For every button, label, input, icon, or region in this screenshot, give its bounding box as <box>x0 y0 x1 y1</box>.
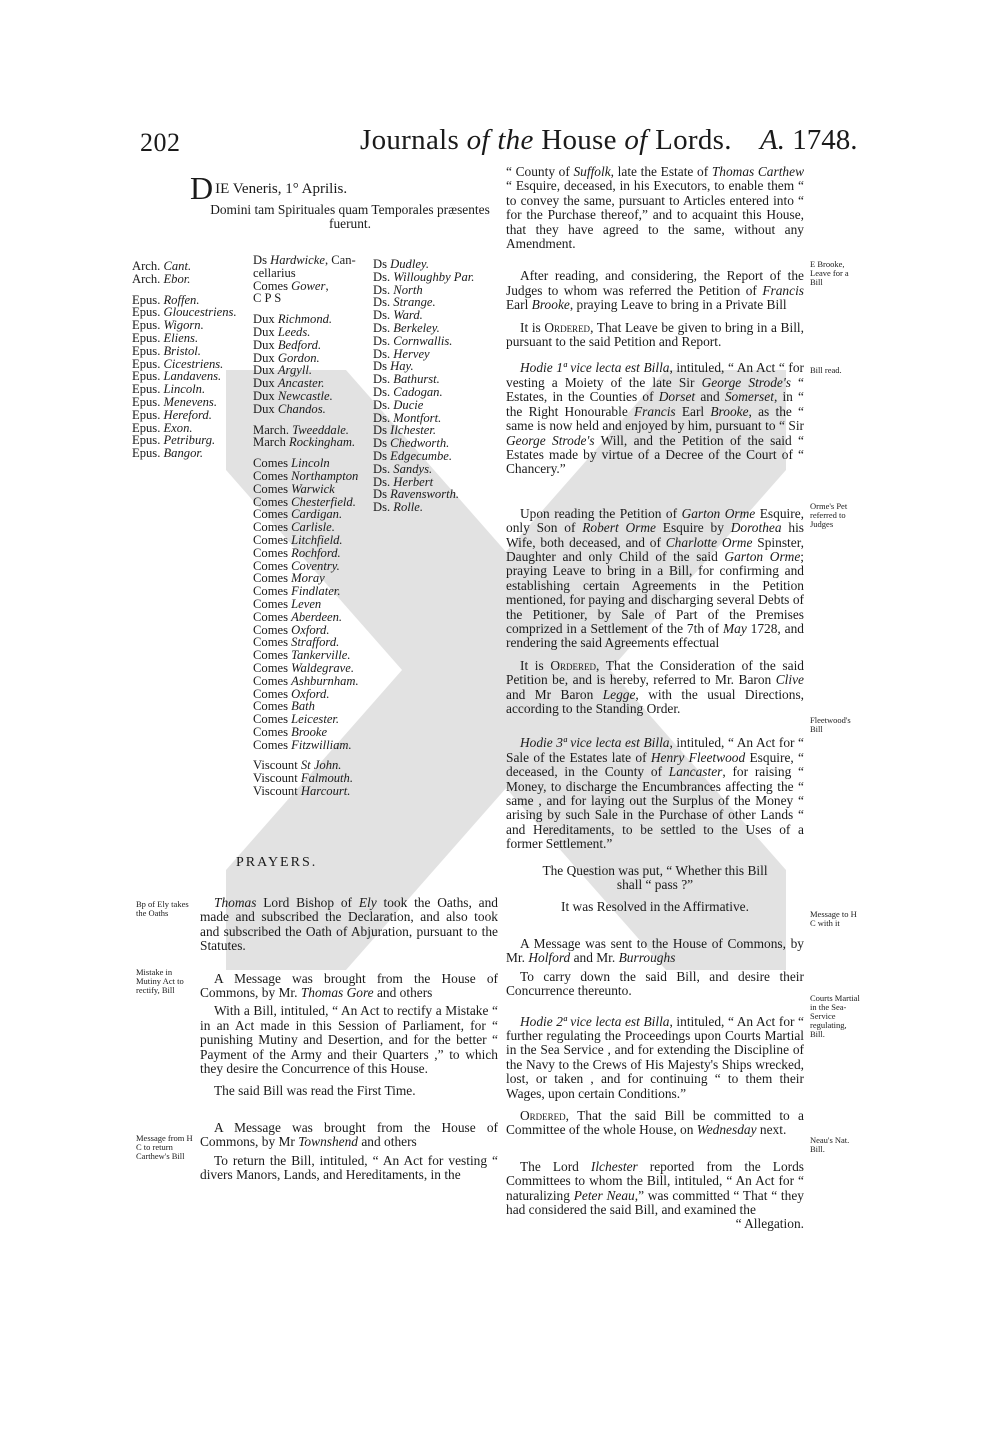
attendance-entry <box>253 292 359 305</box>
text-run: May <box>722 620 747 636</box>
attendance-entry <box>132 447 237 460</box>
entry-title: Ds. <box>373 320 394 335</box>
entry-name: Ashburnham. <box>291 673 359 688</box>
text-run: Dorothea <box>730 520 782 536</box>
entry-name: Willoughby Par. <box>393 269 475 284</box>
catchword: “ Allegation. <box>735 1216 804 1232</box>
entry-title: Comes <box>253 609 292 624</box>
entry-name: Oxford. <box>291 622 330 637</box>
entry-title: Dux <box>253 324 278 339</box>
entry-title: Comes <box>253 532 292 547</box>
entry-title: Dux <box>253 350 278 365</box>
text-run: A Message was sent to the House of Commons, by Mr. <box>506 935 804 966</box>
entry-title: Comes <box>253 660 292 675</box>
entry-title: Comes <box>253 635 292 650</box>
entry-title: Comes <box>253 520 292 535</box>
text-run: , That the said Bill be committed to a Committee of the whole House, on <box>506 1107 804 1138</box>
entry-name: Strange. <box>393 295 436 310</box>
text-run: , That Leave be given to bring in a Bill, pursuant to the said Petition and Report. <box>506 319 804 350</box>
entry-name: Wigorn. <box>163 318 204 333</box>
entry-name: Strafford. <box>291 635 340 650</box>
text-run: Ilchester <box>590 1158 638 1174</box>
entry-name: Carlisle. <box>291 520 335 535</box>
attendance-entry <box>253 403 359 416</box>
entry-name: Ducie <box>393 397 424 412</box>
text-run: Thomas <box>214 895 257 910</box>
paragraph: With a Bill, intituled, “ An Act to rectify a Mistake “ in an Act made in this Session of Parliament, for “ punishing Mutiny and Desertion, and for the better “ Payment of the Army and their Quarters ,” to which they desire the Concurrence of this House. <box>200 1003 498 1077</box>
paragraph <box>506 937 804 966</box>
entry-title: Ds <box>373 359 391 374</box>
text-run: It is <box>520 657 551 673</box>
entry-title: Ds <box>373 448 391 463</box>
entry-title: Comes <box>253 699 292 714</box>
entry-title: Ds <box>253 253 271 267</box>
entry-name: Lincoln <box>291 456 330 471</box>
text-run: , intituled, “ An Act for “ further regulating the Proceedings upon Courts Martial in the Sea Service , and for extending the Discipline of the Navy to the Crews of His Majesty's Ships wrecked, lost, or taken , and for continuing “ to them their Wages, upon certain Conditions.” <box>506 1013 804 1101</box>
text-run: “ Esquire, deceased, in his Executors, to enable them “ to convey the same, pursuant to Articles entered into “ for the Purchase thereof,” and to acquaint this House, that they have agreed to the same, without any Amendment. <box>506 178 804 252</box>
entry-name: St John. <box>300 758 342 773</box>
text-run: , late the Estate of <box>610 164 712 179</box>
text-run: next. <box>756 1122 787 1138</box>
attendance-entry <box>253 436 359 449</box>
entry-name: Newcastle. <box>277 388 333 403</box>
entry-name: Waldegrave. <box>291 660 354 675</box>
attendance-heading: Domini tam Spirituales quam Temporales præsentes fuerunt. <box>210 202 490 232</box>
attendance-entry <box>253 785 359 798</box>
entry-name: Falmouth. <box>300 771 353 786</box>
entry-name: Petriburg. <box>163 433 216 448</box>
entry-name: Hereford. <box>163 407 212 422</box>
text-run: and <box>695 389 725 405</box>
entry-title: Ds <box>373 436 391 451</box>
text-run: Francis <box>633 403 676 419</box>
text-run: and Mr Baron <box>506 686 603 702</box>
entry-name: Chandos. <box>277 401 326 416</box>
entry-name: Hay. <box>390 359 414 374</box>
paragraph: It was Resolved in the Affirmative. <box>561 899 749 915</box>
entry-title: Comes <box>253 545 292 560</box>
title-part: of <box>624 124 648 156</box>
paragraph <box>506 165 804 251</box>
entry-title: Arch. <box>132 259 164 273</box>
entry-name: Litchfield. <box>291 532 343 547</box>
text-run: Will, and the Petition of the said “ Estates made by virtue of a Decree of the Court of “ Chancery.” <box>506 432 804 477</box>
day-text: IE Veneris, 1° Aprilis. <box>215 181 348 197</box>
text-run: reported from the Lords Committees to whom the Bill, intituled, “ An Act for “ naturalizing <box>506 1158 805 1203</box>
entry-title: Dux <box>253 401 278 416</box>
entry-name: Harcourt. <box>300 784 351 799</box>
right-column <box>506 165 804 1232</box>
text-run: Thomas Carthew <box>711 164 804 179</box>
text-run: Hodie 1ª vice lecta est Billa <box>520 360 670 376</box>
entry-name: Bangor. <box>163 446 204 461</box>
entry-name: Landavens. <box>163 369 222 384</box>
entry-title: Ds. <box>373 308 394 323</box>
entry-title: Ds <box>373 487 391 502</box>
entry-name: Richmond. <box>277 312 333 327</box>
attendance-list-bishops <box>132 260 237 460</box>
entry-title: Epus. <box>132 305 164 320</box>
entry-title: Ds. <box>373 372 394 387</box>
paragraph: To carry down the said Bill, and desire their Concurrence thereunto. <box>506 968 804 999</box>
entry-name: Findlater. <box>291 584 341 599</box>
entry-title: Epus. <box>132 356 164 371</box>
text-run: Garton Orme <box>681 505 756 521</box>
entry-title: Comes <box>253 456 292 471</box>
entry-name: Ward. <box>393 308 423 323</box>
text-run: , That the Consideration of the said Petition be, and is hereby, referred to Mr. Baron <box>506 657 804 688</box>
entry-title: Ds. <box>373 397 394 412</box>
text-run: and Mr. <box>570 950 619 966</box>
entry-name: Montfort. <box>393 410 442 425</box>
text-run: 1728, and rendering the said Agreements effectual <box>506 620 804 651</box>
text-run: , with the usual Directions, according to the Standing Order. <box>506 686 805 716</box>
text-run: Peter Neau <box>573 1187 635 1203</box>
entry-name: Cicestriens. <box>163 356 224 371</box>
entry-name: Chesterfield. <box>291 494 356 509</box>
entry-name: Cant. <box>163 259 192 273</box>
margin-note: Message to H C with it <box>810 909 857 928</box>
title-part: of the <box>466 124 534 156</box>
entry-title: Ds. <box>373 295 394 310</box>
paragraph <box>506 1109 804 1138</box>
text-run: “ County of <box>506 164 574 179</box>
text-run: and others <box>373 985 433 1001</box>
entry-name: Dudley. <box>390 257 429 271</box>
entry-name: Ravensworth. <box>390 487 460 502</box>
entry-suffix: , <box>325 278 329 293</box>
text-run: Francis <box>762 282 804 298</box>
paragraph <box>200 896 498 954</box>
entry-title: Comes <box>253 468 292 483</box>
entry-name: Hervey <box>393 346 430 361</box>
title-part: House <box>533 124 625 156</box>
entry-title: Epus. <box>132 433 164 448</box>
paragraph <box>200 1121 498 1150</box>
entry-title: Ds. <box>373 384 394 399</box>
text-run: Brooke <box>531 297 570 313</box>
entry-name: Ebor. <box>163 271 191 286</box>
entry-title: Ds. <box>373 346 394 361</box>
entry-title: Comes <box>253 686 292 701</box>
entry-title: Ds. <box>373 461 394 476</box>
text-run: “ Estates, in the Counties of <box>506 374 804 405</box>
entry-name: Ilchester. <box>390 423 436 438</box>
text-run: Brooke <box>710 403 749 419</box>
paragraph: The said Bill was read the First Time. <box>214 1083 416 1099</box>
entry-title: Comes <box>253 507 292 522</box>
paragraph <box>506 507 804 651</box>
text-run: George Strode's <box>506 432 595 448</box>
text-run: Upon reading the Petition of <box>520 505 682 521</box>
text-run: Esquire, “ deceased, in the County of <box>506 749 804 780</box>
page-number: 202 <box>140 128 181 157</box>
entry-title: Dux <box>253 312 278 327</box>
entry-title: Viscount <box>253 771 301 786</box>
text-run: Ordered <box>550 657 597 673</box>
left-column <box>200 896 498 1183</box>
entry-name: Bath <box>291 699 315 714</box>
paragraph: To return the Bill, intituled, “ An Act for vesting “ divers Manors, Lands, and Hereditaments, in the <box>200 1152 498 1183</box>
entry-title: Epus. <box>132 394 164 409</box>
entry-name: Leven <box>291 596 322 611</box>
entry-title: Comes <box>253 481 292 496</box>
entry-title: Epus. <box>132 292 164 307</box>
attendance-entry <box>132 273 237 286</box>
entry-name: Leicester. <box>291 712 340 727</box>
text-run: Charlotte Orme <box>665 534 753 550</box>
paragraph <box>506 269 804 312</box>
attendance-entry <box>373 501 474 514</box>
entry-name: Gloucestriens. <box>163 305 237 320</box>
entry-title: Epus. <box>132 382 164 397</box>
text-run: Earl <box>506 297 532 313</box>
entry-title: Viscount <box>253 784 301 799</box>
entry-name: Menevens. <box>163 394 217 409</box>
entry-name: Coventry. <box>291 558 340 573</box>
year-a: A. <box>760 124 785 156</box>
attendance-list-barons <box>373 258 474 514</box>
paragraph <box>506 1015 804 1101</box>
paragraph <box>506 361 804 476</box>
text-run: Legge <box>602 686 636 702</box>
entry-title: Comes <box>253 737 292 752</box>
entry-name: Bristol. <box>163 343 201 358</box>
text-run: , for raising “ Money, to discharge the Encumbrances affecting the “ same , and for laying out the Surplus of the Money “ arising by such Sale in the Purchase of other Lands “ and Hereditaments, to be settled to the Uses of a former Settlement.” <box>506 764 804 852</box>
entry-title: Ds. <box>373 333 394 348</box>
entry-name: Leeds. <box>277 324 311 339</box>
entry-name: Hardwicke <box>270 253 325 267</box>
paragraph <box>506 1160 804 1218</box>
text-run: It is <box>520 319 545 335</box>
text-run: Lord Bishop of <box>256 895 359 910</box>
prayers-heading: PRAYERS. <box>236 855 318 870</box>
entry-title: Comes <box>253 712 292 727</box>
text-run: his Wife, both deceased, and of <box>506 520 804 550</box>
text-run: took the Oaths, and made and subscribed the Declaration, and also took and subscribed the Oath of Abjuration, pursuant to the Statutes. <box>200 895 498 954</box>
entry-name: Gower <box>291 278 326 293</box>
paragraph: The Question was put, “ Whether this Bill shall “ pass ?” <box>542 862 768 893</box>
entry-name: Bedford. <box>277 337 322 352</box>
entry-name: Exon. <box>163 420 193 435</box>
entry-title: Comes <box>253 571 292 586</box>
entry-name: Argyll. <box>277 363 313 378</box>
attendance-list-peers <box>253 254 359 798</box>
margin-note: Message from H C to return Carthew's Bill <box>136 1133 193 1161</box>
title-part: Journals <box>360 124 467 156</box>
entry-title: Epus. <box>132 369 164 384</box>
entry-title: Ds. <box>373 474 394 489</box>
entry-title: Comes <box>253 494 292 509</box>
text-run: Holford <box>528 950 571 966</box>
entry-name: Berkeley. <box>393 320 440 335</box>
margin-note: Courts Martial in the Sea-Service regulating, Bill. <box>810 993 860 1039</box>
entry-suffix: , Can- <box>324 253 356 267</box>
entry-title: Dux <box>253 337 278 352</box>
text-run: Spinster, Daughter and only Child of the said <box>506 534 804 564</box>
margin-note: Bill read. <box>810 365 842 375</box>
entry-title: March <box>253 435 290 450</box>
entry-title: Comes <box>253 558 292 573</box>
text-run: , in “ the Right Honourable <box>506 389 804 419</box>
running-title <box>360 124 732 157</box>
entry-name: Tankerville. <box>291 648 351 663</box>
margin-note: Orme's Pet referred to Judges <box>810 501 848 529</box>
entry-title: Epus. <box>132 318 164 333</box>
text-run: Hodie 2ª vice lecta est Billa <box>520 1013 670 1029</box>
entry-title: Comes <box>253 622 292 637</box>
entry-name: Cadogan. <box>393 384 443 399</box>
text-run: A Message was brought from the House of Commons, by Mr. <box>200 970 498 1001</box>
running-year <box>760 124 857 157</box>
entry-name: Cardigan. <box>291 507 343 522</box>
year-value: 1748. <box>784 124 858 156</box>
margin-note: Mistake in Mutiny Act to rectify, Bill <box>136 967 184 995</box>
text-run: A Message was brought from the House of Commons, by Mr <box>200 1119 498 1150</box>
entry-name: North <box>393 282 423 297</box>
entry-name: Herbert <box>393 474 434 489</box>
entry-name: Aberdeen. <box>291 609 343 624</box>
entry-name: Brooke <box>291 724 328 739</box>
entry-name: Warwick <box>291 481 335 496</box>
text-run: Esquire, only Son of <box>506 505 804 536</box>
text-run: ; praying Leave to bring in a Bill, for confirming and establishing certain Agreements in the Petition mentioned, for paying and discharging several Debts of the Petitioner, by Sale of Part of the Premises comprized in a Settlement of the 7th of <box>506 548 804 636</box>
text-run: , intituled, “ An Act “ for vesting a Moiety of the late Sir <box>506 360 804 390</box>
entry-name: Sandys. <box>393 461 433 476</box>
margin-note: E Brooke, Leave for a Bill <box>810 259 849 287</box>
text-run: Ordered <box>520 1107 566 1123</box>
paragraph <box>506 659 804 717</box>
entry-name: Lincoln. <box>163 382 206 397</box>
text-run: , as the “ same is now held and enjoyed by him, pursuant to “ Sir <box>506 403 804 434</box>
entry-title: Dux <box>253 388 278 403</box>
margin-note: Neau's Nat. Bill. <box>810 1135 850 1154</box>
entry-title: Ds. <box>373 500 394 515</box>
text-run: Townshend <box>298 1134 358 1150</box>
text-run: Ordered <box>544 319 591 335</box>
text-run: ,” was committed “ That “ they had considered the said Bill, and examined the <box>506 1187 804 1217</box>
text-run: Wednesday <box>696 1122 757 1138</box>
text-run: Thomas Gore <box>300 985 374 1001</box>
text-run: Burroughs <box>618 950 676 966</box>
margin-note: Fleetwood's Bill <box>810 715 851 734</box>
entry-name: Moray <box>291 571 325 586</box>
entry-title: Comes <box>253 596 292 611</box>
entry-title: Comes <box>253 278 292 293</box>
text-run: Henry Fleetwood <box>650 749 746 765</box>
text-run: , intituled, “ An Act for “ Sale of the Estates late of <box>506 735 804 765</box>
entry-name: Ancaster. <box>277 376 325 391</box>
text-run: and others <box>358 1134 417 1150</box>
entry-title: Epus. <box>132 446 164 461</box>
entry-title: Comes <box>253 724 292 739</box>
entry-title: Dux <box>253 376 278 391</box>
attendance-entry <box>253 739 359 752</box>
entry-title: Dux <box>253 363 278 378</box>
entry-title: Comes <box>253 584 292 599</box>
entry-name: Bathurst. <box>393 372 440 387</box>
paragraph <box>200 972 498 1001</box>
entry-title: Ds. <box>373 269 394 284</box>
text-run: Esquire by <box>655 520 731 536</box>
entry-title: Epus. <box>132 343 164 358</box>
text-run: Suffolk <box>573 164 611 179</box>
text-run: Robert Orme <box>582 520 656 536</box>
entry-name: Roffen. <box>163 292 200 307</box>
entry-name: Chedworth. <box>390 436 450 451</box>
entry-title: March. <box>253 422 293 437</box>
text-run: Earl <box>675 403 711 419</box>
entry-title: Ds <box>373 423 391 438</box>
title-part: Lords. <box>647 124 732 156</box>
text-run: Somerset <box>724 389 774 405</box>
entry-title: Ds. <box>373 410 394 425</box>
entry-title: Ds. <box>373 282 394 297</box>
entry-name: Rolle. <box>393 500 424 515</box>
entry-name: Rochford. <box>291 545 341 560</box>
paragraph <box>506 736 804 851</box>
entry-name: Oxford. <box>291 686 330 701</box>
text-run: After reading, and considering, the Report of the Judges to whom was referred the Petition of <box>506 268 804 298</box>
entry-name: Cornwallis. <box>393 333 453 348</box>
text-run: The Lord <box>520 1158 591 1174</box>
entry-title: Epus. <box>132 330 164 345</box>
entry-title: Comes <box>253 673 292 688</box>
entry-title: Arch. <box>132 271 164 286</box>
text-run: Ely <box>358 895 377 910</box>
entry-name: Northampton <box>291 468 359 483</box>
entry-name: Fitzwilliam. <box>291 737 352 752</box>
entry-name: Eliens. <box>163 330 199 345</box>
margin-note: Bp of Ely takes the Oaths <box>136 899 189 918</box>
text-run: Garton Orme <box>724 548 801 564</box>
entry-title: Viscount <box>253 758 301 773</box>
text-run: , praying Leave to bring in a Private Bill <box>569 297 787 313</box>
text-run: George Strode's <box>701 374 791 390</box>
text-run: Dorset <box>658 389 696 405</box>
text-run: Lancaster <box>668 764 723 780</box>
text-run: Clive <box>775 672 804 688</box>
entry-title: cellarius <box>253 265 296 280</box>
entry-name: Rockingham. <box>289 435 356 450</box>
entry-title: Comes <box>253 648 292 663</box>
entry-name: Gordon. <box>277 350 320 365</box>
drop-cap: D <box>190 170 214 206</box>
entry-title: Epus. <box>132 420 164 435</box>
entry-title: Ds <box>373 257 391 271</box>
text-run: Hodie 3ª vice lecta est Billa <box>520 735 670 751</box>
entry-title: C P S <box>253 291 282 306</box>
paragraph <box>506 321 804 350</box>
entry-title: Epus. <box>132 407 164 422</box>
entry-name: Edgecumbe. <box>390 448 453 463</box>
entry-name: Tweeddale. <box>292 422 349 437</box>
